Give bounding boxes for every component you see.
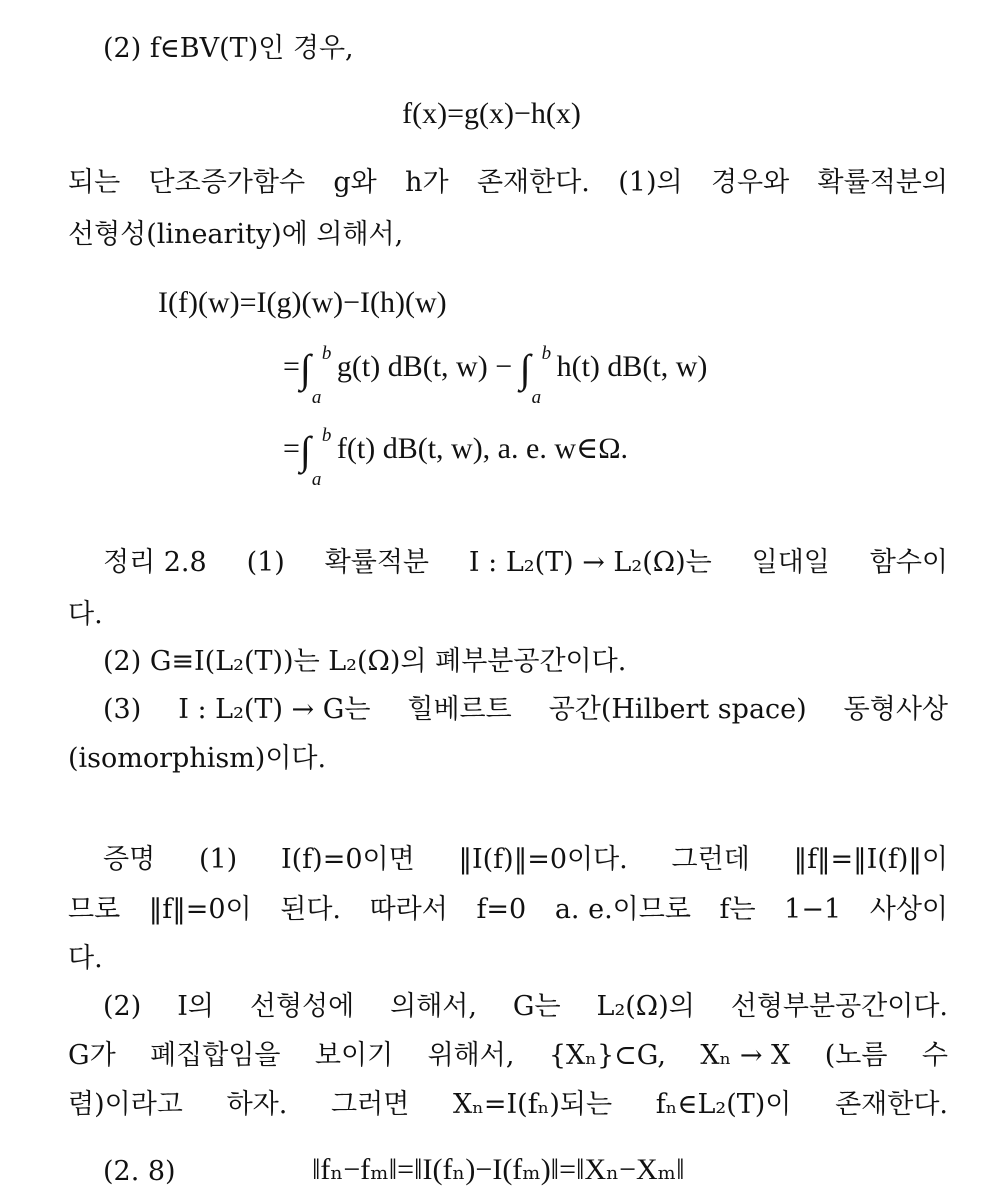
theorem-item-3: (3) I : L₂(T) → G는 힐베르트 공간(Hilbert space) 동형사상 <box>103 694 948 725</box>
integral-sign: ∫ b a <box>299 343 332 408</box>
text-line: 선형성(linearity)에 의해서, <box>68 219 404 250</box>
text-line: 되는 단조증가함수 g와 h가 존재한다. (1)의 경우와 확률적분의 <box>68 167 948 198</box>
text-line: 므로 ‖f‖=0이 된다. 따라서 f=0 a. e.이므로 f는 1−1 사상이 <box>68 894 948 925</box>
equation-integral-line-2: =∫ b a g(t) dB(t, w) − ∫ b a h(t) dB(t, w) <box>283 343 708 408</box>
text-line: 렴)이라고 하자. 그러면 Xₙ=I(fₙ)되는 fₙ∈L₂(T)이 존재한다. <box>68 1089 948 1120</box>
integral-sign: ∫ b a <box>519 343 552 408</box>
theorem-item-2: (2) G≡I(L₂(T))는 L₂(Ω)의 폐부분공간이다. <box>103 646 627 677</box>
equation-integral-line-1: I(f)(w)=I(g)(w)−I(h)(w) <box>158 286 447 319</box>
text-line: 다. <box>68 943 103 974</box>
text-line: (2) f∈BV(T)인 경우, <box>103 33 354 64</box>
text-line: 다. <box>68 599 103 630</box>
equation-2-8: ‖fₙ−fₘ‖=‖I(fₙ)−I(fₘ)‖=‖Xₙ−Xₘ‖ <box>312 1153 685 1186</box>
proof-heading: 증명 (1) I(f)=0이면 ‖I(f)‖=0이다. 그런데 ‖f‖=‖I(f)‖이 <box>103 844 948 875</box>
proof-item-2: (2) I의 선형성에 의해서, G는 L₂(Ω)의 선형부분공간이다. <box>103 991 948 1022</box>
text-line: (isomorphism)이다. <box>68 743 327 774</box>
equation-f-decomposition: f(x)=g(x)−h(x) <box>402 97 581 130</box>
theorem-2-8-heading: 정리 2.8 (1) 확률적분 I : L₂(T) → L₂(Ω)는 일대일 함수이 <box>103 547 948 578</box>
integral-sign: ∫ b a <box>299 425 332 490</box>
text-line: G가 폐집합임을 보이기 위해서, {Xₙ}⊂G, Xₙ → X (노름 수 <box>68 1040 948 1071</box>
equation-number: (2. 8) <box>103 1156 176 1187</box>
equation-integral-line-3: =∫ b a f(t) dB(t, w), a. e. w∈Ω. <box>283 425 628 490</box>
